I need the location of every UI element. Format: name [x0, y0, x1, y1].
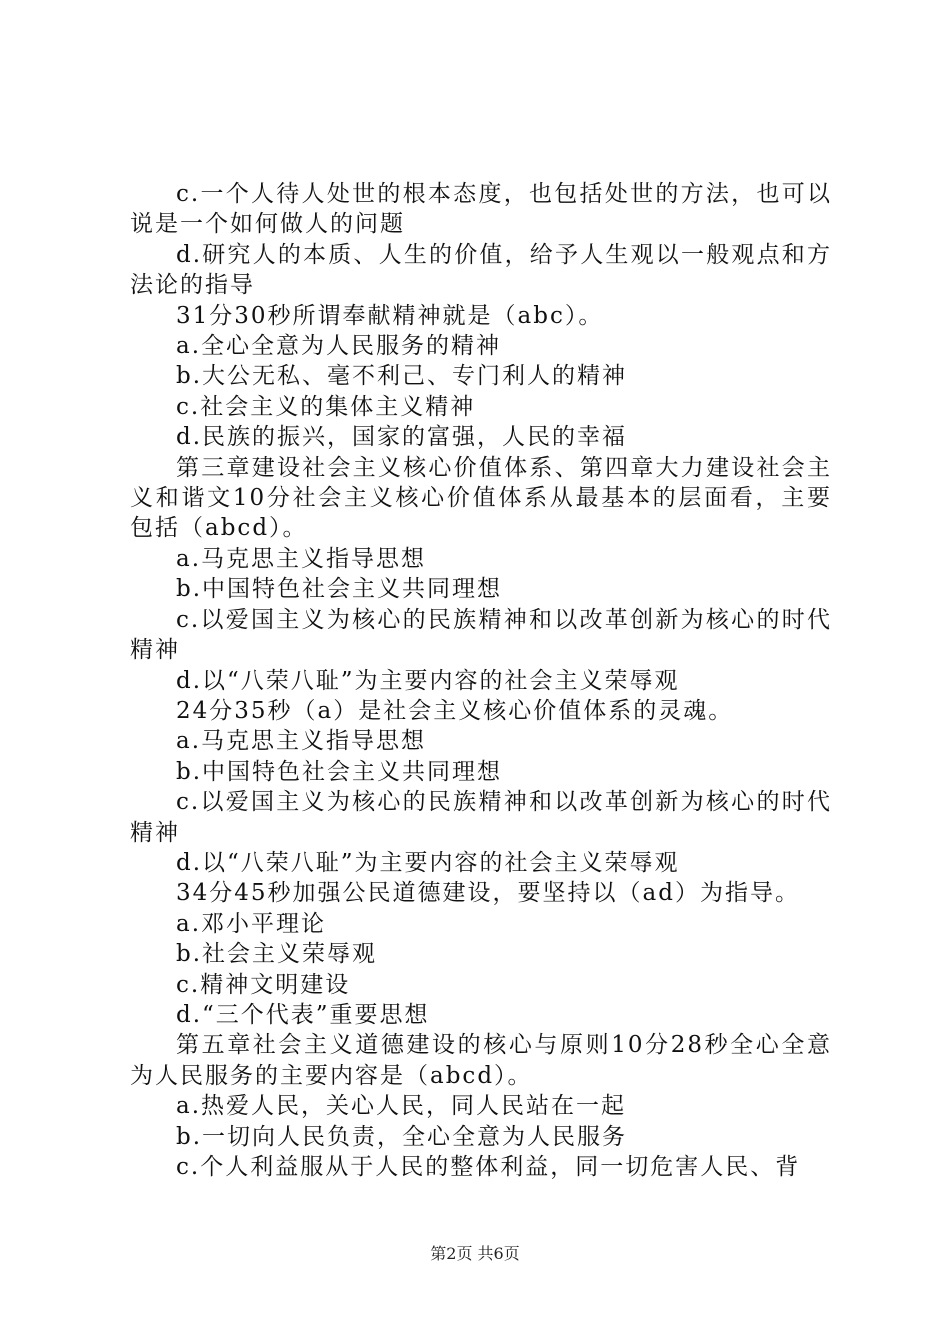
paragraph: c.以爱国主义为核心的民族精神和以改革创新为核心的时代精神 [130, 606, 832, 664]
paragraph: d.研究人的本质、人生的价值，给予人生观以一般观点和方法论的指导 [130, 241, 832, 299]
paragraph: a.马克思主义指导思想 [176, 545, 427, 572]
paragraph: c.精神文明建设 [176, 971, 351, 998]
paragraph: d.以“八荣八耻”为主要内容的社会主义荣辱观 [176, 849, 680, 876]
paragraph: d.民族的振兴，国家的富强，人民的幸福 [176, 424, 628, 451]
paragraph: c.社会主义的集体主义精神 [176, 393, 476, 420]
document-body [130, 179, 832, 1182]
paragraph: 24分35秒（a）是社会主义核心价值体系的灵魂。 [176, 697, 734, 724]
paragraph: b.大公无私、毫不利己、专门利人的精神 [176, 363, 628, 390]
paragraph: b.社会主义荣辱观 [176, 941, 378, 968]
paragraph: a.邓小平理论 [176, 910, 327, 937]
paragraph: 34分45秒加强公民道德建设，要坚持以（ad）为指导。 [176, 880, 800, 907]
paragraph: c.一个人待人处世的根本态度，也包括处世的方法，也可以说是一个如何做人的问题 [130, 181, 832, 238]
paragraph: 第三章建设社会主义核心价值体系、第四章大力建设社会主义和谐文10分社会主义核心价值体系从最基本的层面看，主要包括（abcd）。 [130, 454, 832, 542]
paragraph: b.中国特色社会主义共同理想 [176, 576, 503, 603]
paragraph: 第五章社会主义道德建设的核心与原则10分28秒全心全意为人民服务的主要内容是（abcd）。 [130, 1032, 832, 1089]
paragraph: a.全心全意为人民服务的精神 [176, 333, 502, 360]
paragraph: c.个人利益服从于人民的整体利益，同一切危害人民、背 [176, 1154, 801, 1180]
paragraph: a.热爱人民，关心人民，同人民站在一起 [176, 1093, 627, 1120]
paragraph: c.以爱国主义为核心的民族精神和以改革创新为核心的时代精神 [130, 789, 832, 846]
paragraph: b.一切向人民负责，全心全意为人民服务 [176, 1123, 628, 1150]
page-number: 第2页 共6页 [430, 1244, 520, 1263]
paragraph: a.马克思主义指导思想 [176, 728, 427, 755]
paragraph: b.中国特色社会主义共同理想 [176, 758, 503, 785]
paragraph: d.“三个代表”重要思想 [176, 1001, 430, 1028]
paragraph: d.以“八荣八耻”为主要内容的社会主义荣辱观 [176, 667, 680, 694]
paragraph: 31分30秒所谓奉献精神就是（abc）。 [176, 302, 604, 329]
